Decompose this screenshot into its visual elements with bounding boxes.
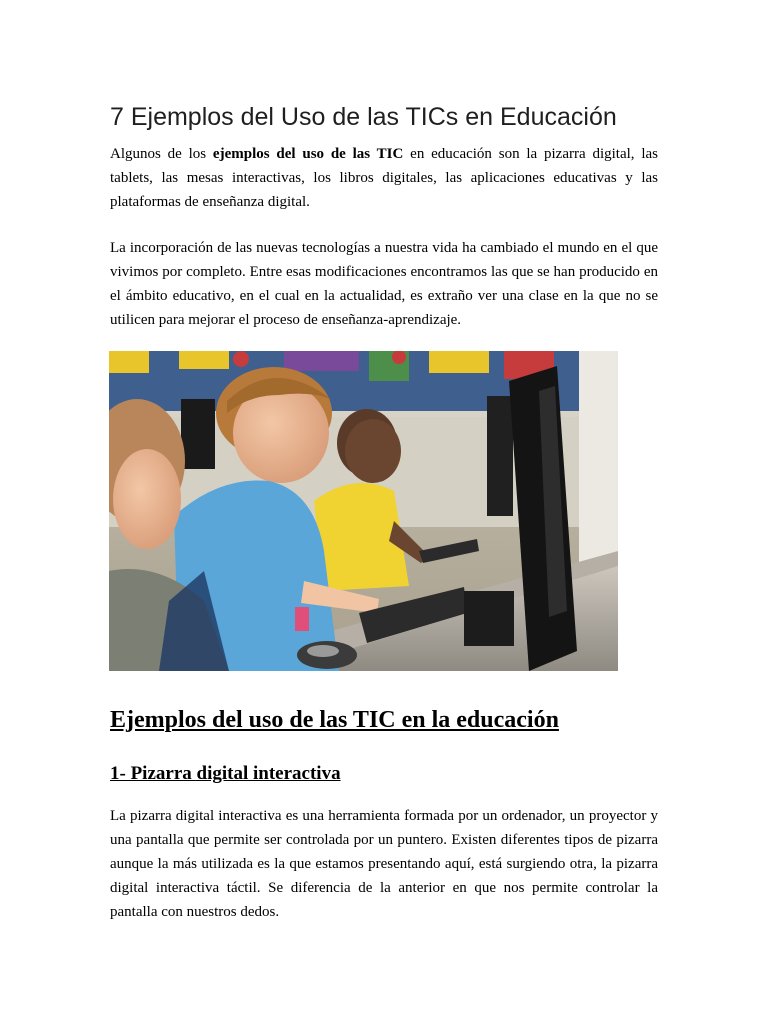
intro-paragraph [110,142,658,214]
intro-text-after: en educación son la pizarra digital, las tablets, las mesas interactivas, los libros digitales, las aplicaciones educativas y las plataformas de enseñanza digital. [110,146,658,210]
article-title: 7 Ejemplos del Uso de las TICs en Educación [110,103,617,131]
body-paragraph-2: La incorporación de las nuevas tecnologías a nuestra vida ha cambiado el mundo en el que vivimos por completo. Entre esas modificaciones encontramos las que se han producido en el ámbito educativo, en el cual en la actualidad, es extraño ver una clase en la que no se utilicen para mejorar el proceso de enseñanza-aprendizaje. [110,240,658,328]
intro-text-before: Algunos de los [110,146,213,162]
subsection-heading: 1- Pizarra digital interactiva [110,763,341,784]
body-paragraph-3: La pizarra digital interactiva es una herramienta formada por un ordenador, un proyector y una pantalla que permite ser controlada por un puntero. Existen diferentes tipos de pizarra aunque la más utilizada es la que estamos presentando aquí, está surgiendo otra, la pizarra digital interactiva táctil. Se diferencia de la anterior en que nos permite controlar la pantalla con nuestros dedos. [110,808,658,920]
section-heading: Ejemplos del uso de las TIC en la educación [110,707,559,733]
classroom-photo [109,351,618,671]
intro-bold-phrase: ejemplos del uso de las TIC [212,146,404,162]
